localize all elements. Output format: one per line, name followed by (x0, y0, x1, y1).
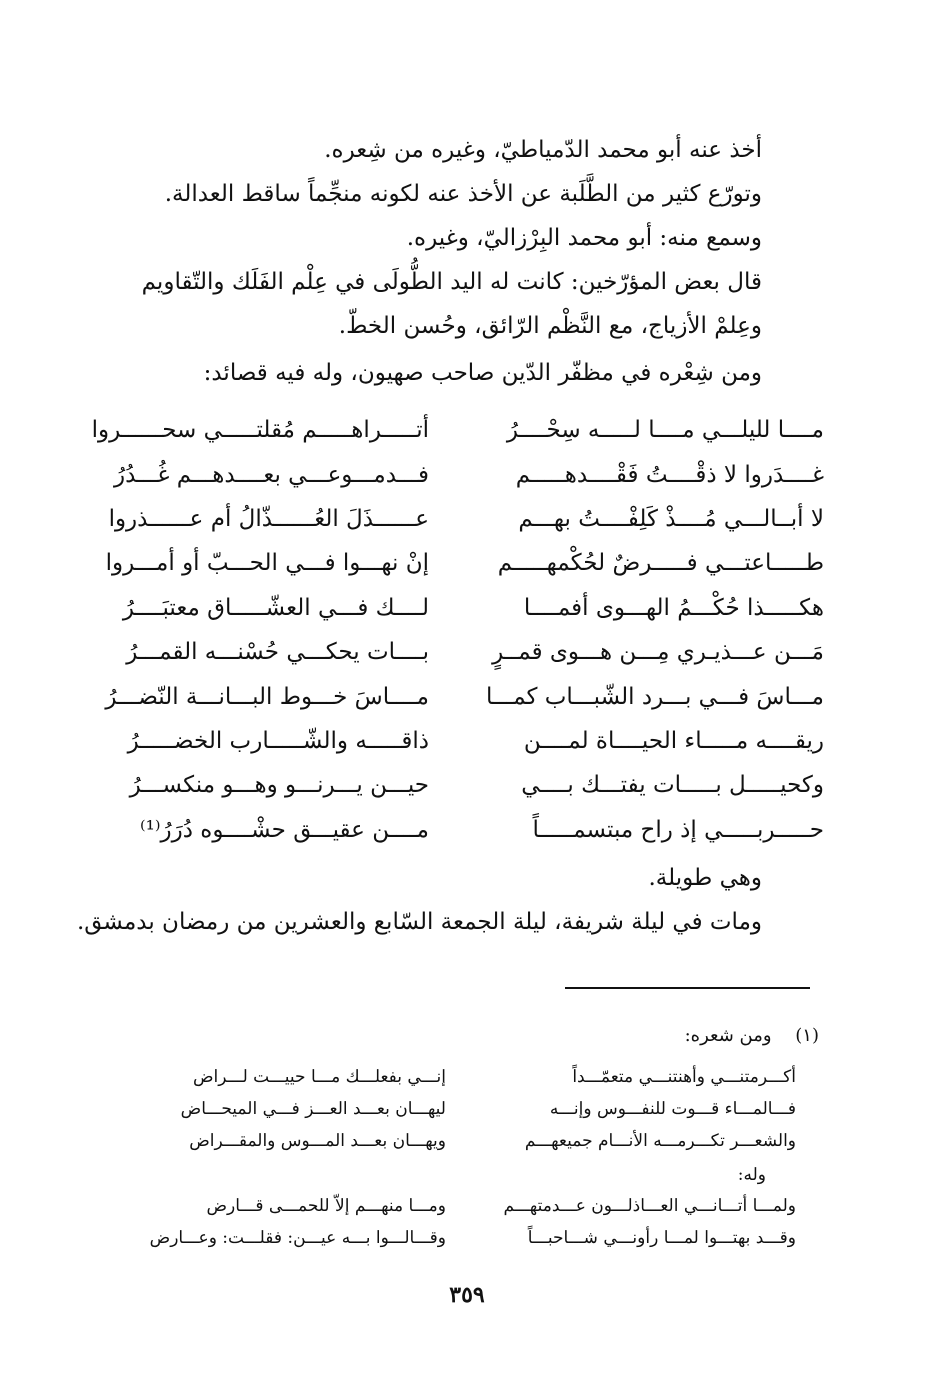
footnote-verse (116, 1222, 796, 1254)
prose-line: وعِلمْ الأزياج، مع النَّظْم الرّائق، وحُسن الخطّ. (338, 313, 762, 339)
prose-line: أخذ عنه أبو محمد الدّمياطيّ، وغيره من شِعره. (324, 137, 762, 163)
closing-paragraphs (76, 856, 762, 944)
footnote-label-2: وله: (737, 1165, 766, 1185)
poem-verse (84, 586, 824, 630)
footnote-number: (١) (795, 1025, 819, 1046)
poem-verse (84, 630, 824, 674)
verse-second-hemistich: مــــن عقيـــق حشْــــوه دُرَرُ⁽¹⁾ (139, 816, 429, 843)
verse-first-hemistich: وكحيـــــل بـــــات يفتـــك بــــي (521, 772, 824, 799)
footnote-verse (116, 1190, 796, 1222)
verse-second-hemistich: مــــاسَ خـــوط البـــانـــة النّضـــرُ (105, 683, 429, 710)
verse-second-hemistich: حيـــن يـــرنـــو وهـــو منكســـرُ (129, 772, 429, 799)
verse-first-hemistich: مَـــن عـــذيـري مِـــن هـــوى قمــرٍ (492, 639, 824, 666)
verse-second-hemistich: إنـــي بفعلـــك مـــا حييـــت لـــراض (192, 1067, 446, 1087)
footnote-intro: ومن شعره: (684, 1025, 772, 1046)
footnote-poem-1 (116, 1061, 796, 1157)
verse-second-hemistich: فـــدمـــوعـــي بعــــدهـــم غُـــدُرُ (113, 461, 429, 488)
verse-first-hemistich: لا أبــالـــي مُــــذْ كَلِفْــــتُ بهـــم (518, 505, 824, 532)
poem-verse (84, 541, 824, 585)
verse-first-hemistich: مـــاسَ فـــي بـــرد الشّبـــاب كمـــا (486, 683, 824, 710)
biography-paragraphs (82, 128, 762, 348)
verse-second-hemistich: ومـــا منهـــم إلاّ للحمـــى قـــارض (206, 1196, 446, 1216)
closing-line: ومات في ليلة شريفة، ليلة الجمعة السّابع والعشرين من رمضان بدمشق. (76, 909, 762, 935)
footnote-verse (116, 1061, 796, 1093)
poem-verse (84, 674, 824, 718)
footnote-poem-2 (116, 1190, 796, 1254)
verse-second-hemistich: ويهـــان بعـــد المـــوس والمقـــراض (189, 1131, 446, 1151)
poem-intro: ومن شِعْره في مظفّر الدّين صاحب صهيون، وله فيه قصائد: (203, 360, 762, 386)
poem-verse (84, 808, 824, 852)
verse-second-hemistich: إنْ نهـــوا فـــي الحـــبّ أو أمـــروا (105, 550, 429, 577)
footnote-separator (565, 987, 810, 989)
footnote-heading (685, 1023, 819, 1049)
page-number: ٣٥٩ (449, 1282, 485, 1308)
closing-line: وهي طويلة. (648, 865, 762, 891)
verse-first-hemistich: هكـــــذا حُكْـــمُ الهـــوى أفمــــا (523, 594, 824, 621)
verse-first-hemistich: ولمـــا أتـــانـــي العـــاذلـــون عـــدمتهـــم (503, 1196, 796, 1216)
verse-first-hemistich: غــــدَروا لا ذقْــــتُ فَقْــــدهـــــم (515, 461, 824, 488)
prose-line: وتورّع كثير من الطَّلَبة عن الأخذ عنه لكونه منجِّماً ساقط العدالة. (164, 181, 762, 207)
verse-second-hemistich: وقـــالـــوا بـــه عيـــن: فقلـــت: وعـــارض (149, 1228, 446, 1248)
verse-first-hemistich: والشعـــر تكـــرمـــه الأنـــام جميعهـــم (524, 1131, 796, 1151)
verse-second-hemistich: بــــات يحكـــي حُسْنـــه القمـــرُ (126, 639, 429, 666)
verse-second-hemistich: ذاقـــــه والشّـــــارب الخضـــــرُ (127, 727, 429, 754)
verse-second-hemistich: لــــك فـــي العشّـــــاق معتبَــــرُ (122, 594, 429, 621)
poem-verse (84, 719, 824, 763)
poem-verse (84, 408, 824, 452)
verse-second-hemistich: عــــــذَلَ العُــــــذّالُ أم عــــــذروا (108, 505, 429, 532)
poem-verse (84, 497, 824, 541)
verse-first-hemistich: حـــــربـــــي إذ راح مبتسمـــــاً (532, 816, 824, 843)
poem (84, 408, 824, 852)
prose-line: وسمع منه: أبو محمد البِرْزاليّ، وغيره. (406, 225, 762, 251)
footnote-verse (116, 1093, 796, 1125)
verse-second-hemistich: ليهـــان بعـــد العـــز فـــي الميحـــاض (180, 1099, 446, 1119)
footnote-verse (116, 1125, 796, 1157)
verse-first-hemistich: مــــا لليلـــي مــــا لـــــه سِحْــــرُ (506, 417, 824, 444)
poem-verse (84, 452, 824, 496)
verse-first-hemistich: طـــــاعتـــي فـــــرضٌ لحُكْمهـــــم (497, 550, 824, 577)
verse-first-hemistich: أكـــرمتنـــي وأهنتنـــي متعمّـــداً (572, 1067, 796, 1087)
verse-first-hemistich: ريقــــه مـــــاء الحيــــاة لمــــن (523, 727, 824, 754)
verse-second-hemistich: أتـــــراهـــــم مُقلتـــــي سحــــــروا (91, 417, 429, 444)
prose-line: قال بعض المؤرّخين: كانت له اليد الطُّولَى في عِلْم الفَلَك والتّقاويم (141, 269, 762, 295)
poem-verse (84, 763, 824, 807)
verse-first-hemistich: وقـــد بهتـــوا لمـــا رأونـــي شـــاحبـــاً (527, 1228, 796, 1248)
verse-first-hemistich: فـــالمـــاء قـــوت للنفـــوس وإنـــه (549, 1099, 796, 1119)
